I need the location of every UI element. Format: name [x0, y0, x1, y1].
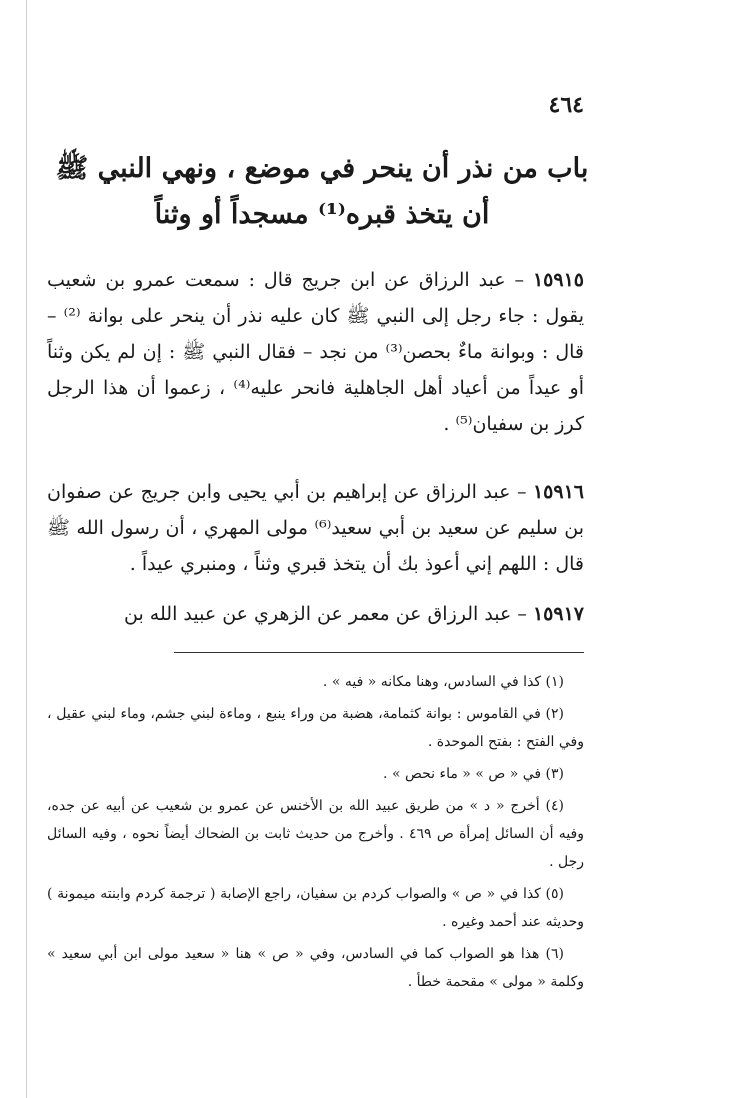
page-number: ٤٦٤ [548, 92, 584, 118]
footnotes [47, 668, 584, 1000]
hadith-text: – عبد الرزاق عن إبراهيم بن أبي يحيى وابن جريج عن صفوان بن سليم عن سعيد بن أبي سعيد⁽⁶⁾ مولى المهري ، أن رسول الله ﷺ قال : اللهم إني أعوذ بك أن يتخذ قبري وثناً ، ومنبري عيداً . [47, 481, 584, 575]
hadith-15917 [47, 596, 584, 632]
chapter-title: باب من نذر أن ينحر في موضع ، ونهي النبي ﷺ أن يتخذ قبره⁽¹⁾ مسجداً أو وثناً [55, 153, 589, 230]
hadith-text: – عبد الرزاق عن معمر عن الزهري عن عبيد الله بن [124, 603, 527, 625]
footnote-5: (٥) كذا في « ص » والصواب كردم بن سفيان، راجع الإصابة ( ترجمة كردم وابنته ميمونة ) وحديثه عند أحمد وغيره . [47, 886, 584, 930]
hadith-text: – عبد الرزاق عن ابن جريج قال : سمعت عمرو بن شعيب يقول : جاء رجل إلى النبي ﷺ كان عليه نذر أن ينحر على بوانة ⁽²⁾ – قال : وبوانة ماءٌ بحصن⁽³⁾ من نجد – فقال النبي ﷺ : إن لم يكن وثناً أو عيداً من أعياد أهل الجاهلية فانحر عليه⁽⁴⁾ ، زعموا أن هذا الرجل كرز بن سفيان⁽⁵⁾ . [47, 269, 585, 435]
footnote-2: (٢) في القاموس : بوانة كثمامة، هضبة من وراء ينبع ، وماءة لبني جشم، وماء لبني عقيل ، وفي الفتح : بفتح الموحدة . [47, 706, 584, 750]
footnote-1: (١) كذا في السادس، وهنا مكانه « فيه » . [322, 674, 564, 690]
hadith-15916 [47, 474, 584, 582]
hadith-15915 [47, 262, 584, 442]
footnote-4: (٤) أخرج « د » من طريق عبيد الله بن الأخنس عن عمرو بن شعيب عن أبيه عن جده، وفيه أن السائل إمرأة ص ٤٦٩ . وأخرج من حديث ثابت بن الضحاك أيضاً نحوه ، وفيه السائل رجل . [47, 798, 584, 870]
footnote-separator [174, 652, 584, 653]
footnote-3: (٣) في « ص » « ماء نحص » . [383, 766, 564, 782]
hadith-number: ١٥٩١٧ [532, 603, 584, 625]
hadith-number: ١٥٩١٦ [532, 481, 584, 503]
hadith-number: ١٥٩١٥ [532, 269, 584, 291]
page-gutter-line [26, 0, 27, 1098]
footnote-6: (٦) هذا هو الصواب كما في السادس، وفي « ص » هنا « سعيد مولى ابن أبي سعيد » وكلمة « مولى » مقحمة خطأ . [47, 946, 584, 990]
